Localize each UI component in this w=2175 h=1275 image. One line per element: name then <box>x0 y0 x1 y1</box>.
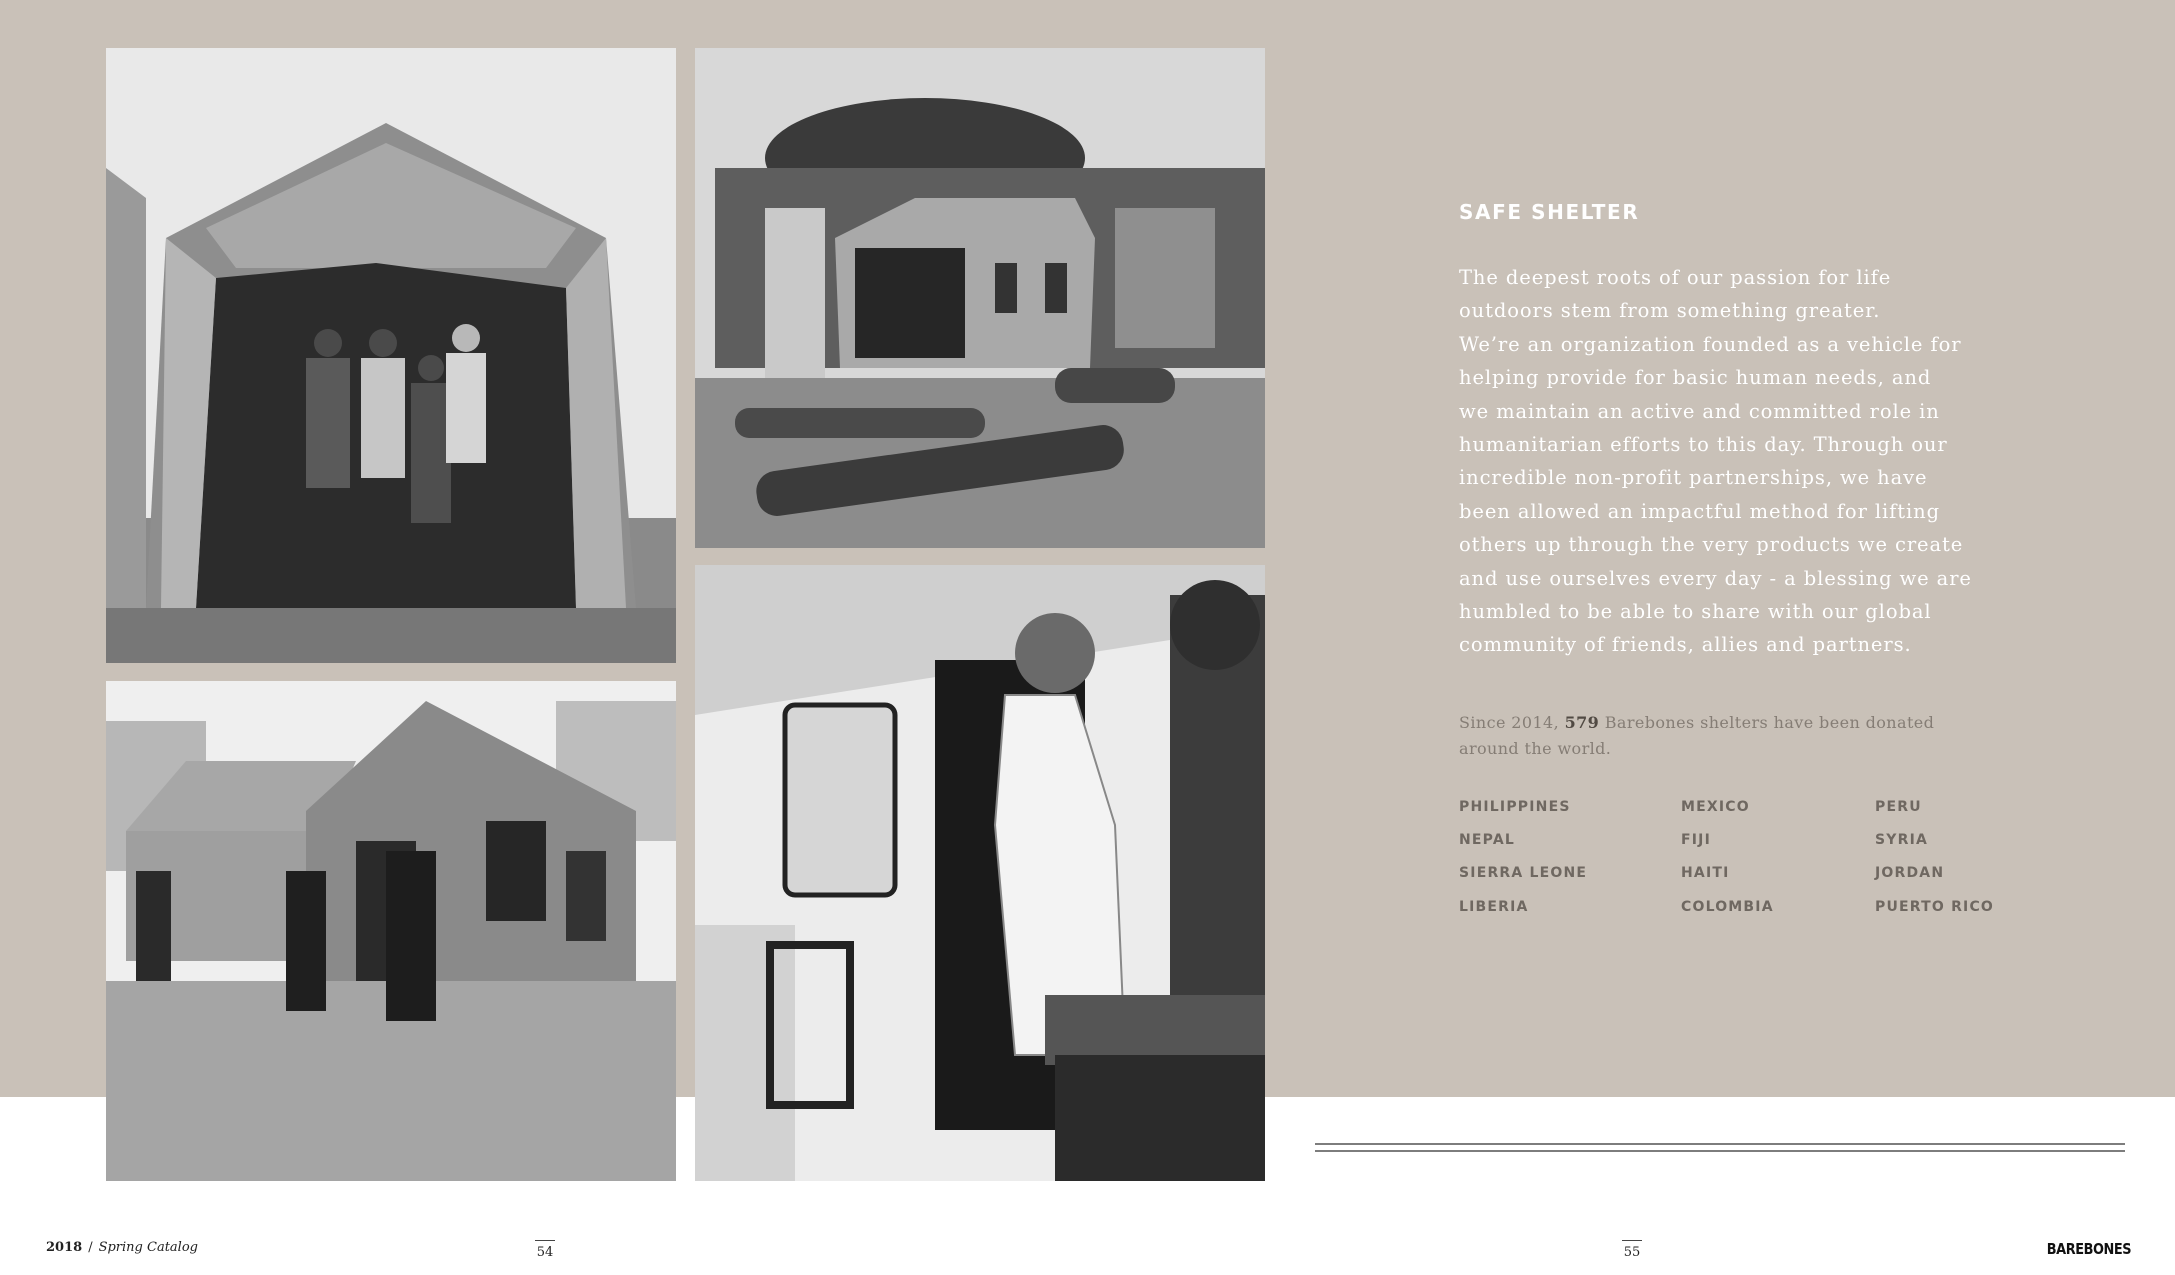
footer-catalog-name: Spring Catalog <box>98 1240 198 1255</box>
body-paragraph <box>1459 261 2019 662</box>
body-line: been allowed an impactful method for lifting <box>1459 499 1940 523</box>
country-item: SIERRA LEONE <box>1459 865 1588 881</box>
country-item: COLOMBIA <box>1681 899 1774 915</box>
divider-rule <box>1315 1150 2125 1152</box>
family-tent-photo <box>106 48 676 663</box>
shelters-street-photo <box>106 681 676 1181</box>
body-line: helping provide for basic human needs, and <box>1459 366 1932 390</box>
country-item: LIBERIA <box>1459 899 1529 915</box>
brand-logo: BAREBONES <box>2046 1240 2131 1258</box>
country-item: NEPAL <box>1459 832 1516 848</box>
divider-rule <box>1315 1143 2125 1145</box>
footer-catalog-label <box>46 1240 198 1255</box>
body-line: others up through the very products we create <box>1459 533 1964 557</box>
country-item: SYRIA <box>1875 832 1929 848</box>
country-item: MEXICO <box>1681 799 1750 815</box>
country-item: JORDAN <box>1875 865 1945 881</box>
body-line: community of friends, allies and partners. <box>1459 633 1912 657</box>
body-line: outdoors stem from something greater. <box>1459 299 1881 323</box>
page-number-right: 55 <box>1617 1240 1647 1260</box>
body-line: We’re an organization founded as a vehicle for <box>1459 332 1962 356</box>
footer-year: 2018 <box>46 1240 83 1255</box>
stat-prefix: Since 2014, <box>1459 712 1560 732</box>
country-item: PERU <box>1875 799 1922 815</box>
page-number-left: 54 <box>530 1240 560 1260</box>
body-line: incredible non-profit partnerships, we have <box>1459 466 1928 490</box>
body-line: we maintain an active and committed role in <box>1459 399 1940 423</box>
footer-separator: / <box>88 1240 93 1255</box>
body-line: and use ourselves every day - a blessing we are <box>1459 566 1972 590</box>
stat-count: 579 <box>1564 712 1600 732</box>
body-line: humbled to be able to share with our global <box>1459 600 1932 624</box>
stat-line-1 <box>1459 710 2019 737</box>
body-line: The deepest roots of our passion for life <box>1459 266 1892 289</box>
country-item: PHILIPPINES <box>1459 799 1571 815</box>
section-heading: SAFE SHELTER <box>1459 200 1640 224</box>
country-item: PUERTO RICO <box>1875 899 1995 915</box>
country-list <box>1459 799 2019 929</box>
doctor-clinic-photo <box>695 565 1265 1181</box>
country-item: FIJI <box>1681 832 1711 848</box>
country-item: HAITI <box>1681 865 1730 881</box>
safe-shelter-section <box>1459 200 2019 763</box>
body-line: humanitarian efforts to this day. Through our <box>1459 433 1948 457</box>
rubble-tent-photo <box>695 48 1265 548</box>
donation-stat <box>1459 710 2019 763</box>
stat-line-2: around the world. <box>1459 739 1612 759</box>
stat-suffix: Barebones shelters have been donated <box>1604 712 1935 732</box>
